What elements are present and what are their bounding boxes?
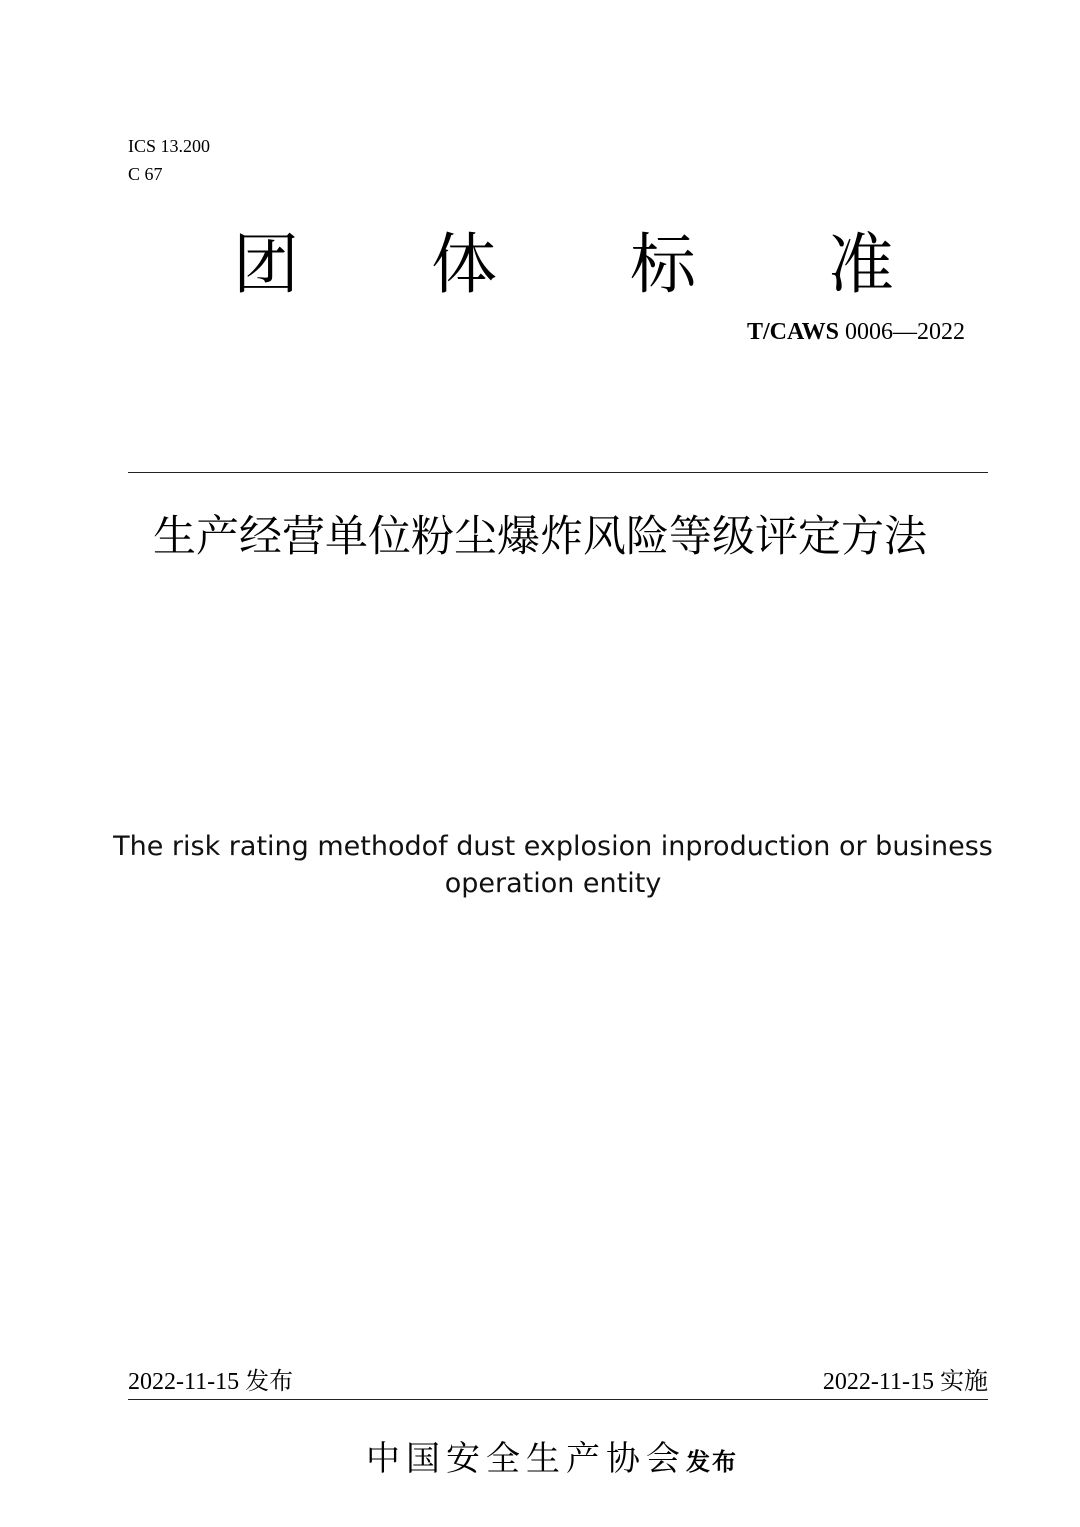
standard-type-char: 准: [828, 226, 894, 303]
publisher: [0, 1436, 1080, 1482]
top-divider: [128, 472, 988, 473]
title-english-line: The risk rating methodof dust explosion inproduction or business: [113, 831, 993, 862]
ics-code: ICS 13.200: [128, 136, 211, 156]
standard-type-char: 标: [630, 226, 696, 303]
ccs-code: C 67: [128, 164, 163, 184]
implement-date: 2022-11-15 实施: [822, 1369, 988, 1395]
publish-date: 2022-11-15 发布: [128, 1369, 294, 1395]
title-chinese: 生产经营单位粉尘爆炸风险等级评定方法: [153, 512, 927, 562]
classification-codes: [128, 132, 210, 188]
publisher-name: 中国安全生产协会: [366, 1439, 686, 1479]
standard-type-char: 体: [431, 226, 497, 303]
standard-type-char: 团: [233, 226, 299, 303]
standard-type-heading: [128, 222, 988, 308]
standard-serial: 0006—2022: [839, 319, 965, 345]
standard-code: T/CAWS: [746, 319, 839, 345]
bottom-divider: [128, 1399, 988, 1400]
standard-number: [747, 316, 965, 348]
publisher-suffix: 发布: [686, 1448, 738, 1476]
title-english: [110, 828, 996, 902]
title-english-line: operation entity: [444, 868, 662, 899]
